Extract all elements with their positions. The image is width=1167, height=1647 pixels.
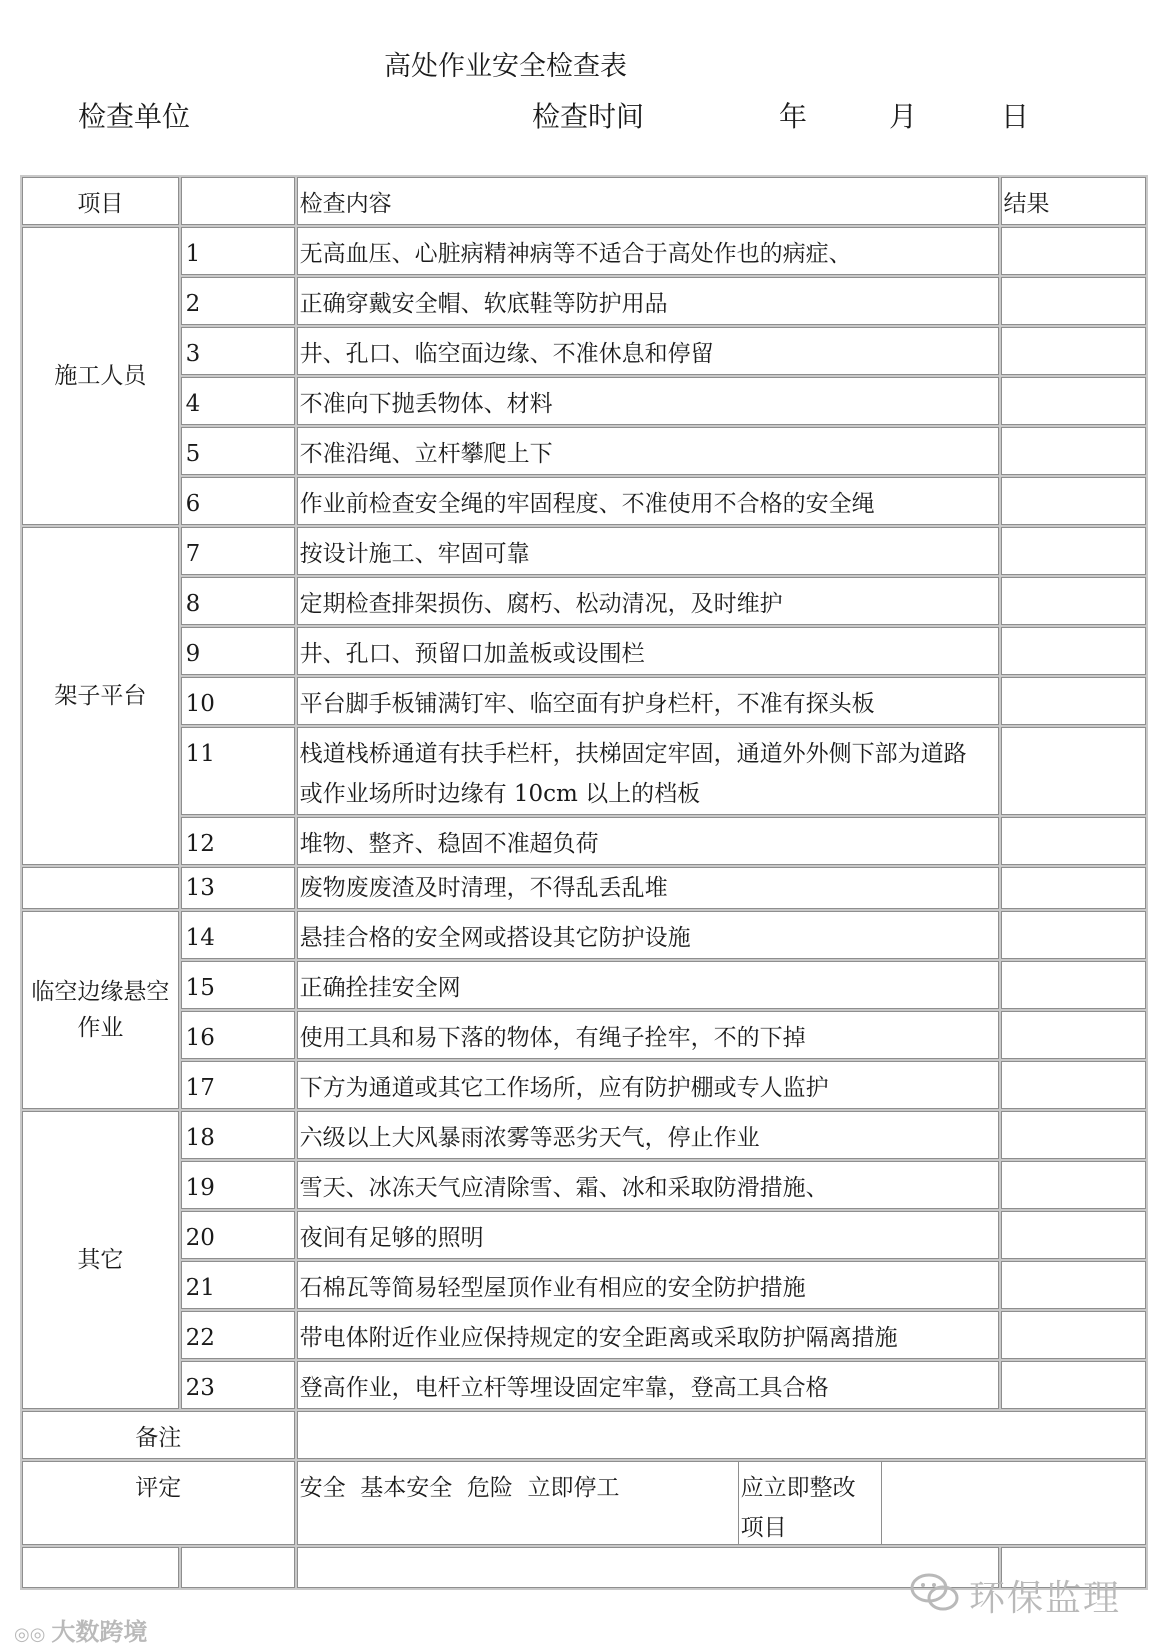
result-cell[interactable]	[1001, 867, 1147, 909]
row-content: 正确拴挂安全网	[297, 961, 999, 1009]
inspection-unit-label: 检查单位	[78, 100, 191, 133]
row-content: 夜间有足够的照明	[297, 1211, 999, 1259]
row-content: 石棉瓦等简易轻型屋顶作业有相应的安全防护措施	[297, 1261, 999, 1309]
row-number: 20	[181, 1211, 295, 1259]
bigdata-watermark-text: 大数跨境	[51, 1618, 148, 1646]
row-number: 17	[181, 1061, 295, 1109]
table-row	[22, 1311, 1146, 1359]
wechat-watermark	[969, 1570, 1121, 1621]
row-number: 4	[181, 377, 295, 425]
result-cell[interactable]	[1001, 227, 1147, 275]
year-label: 年	[779, 100, 808, 133]
month-label: 月	[889, 100, 918, 133]
table-row	[22, 1061, 1146, 1109]
row-number: 6	[181, 477, 295, 525]
row-number: 10	[181, 677, 295, 725]
result-cell[interactable]	[1001, 727, 1147, 815]
row-content: 正确穿戴安全帽、软底鞋等防护用品	[297, 277, 999, 325]
blank-cell	[181, 1547, 295, 1588]
row-number: 16	[181, 1011, 295, 1059]
row-number: 13	[181, 867, 295, 909]
rating-label: 评定	[22, 1461, 295, 1545]
row-content: 按设计施工、牢固可靠	[297, 527, 999, 575]
remarks-label: 备注	[22, 1411, 295, 1459]
row-content-line2: 或作业场所时边缘有 10cm 以上的档板	[299, 781, 701, 807]
wechat-watermark-text: 环保监理	[968, 1578, 1121, 1619]
row-content: 带电体附近作业应保持规定的安全距离或采取防护隔离措施	[297, 1311, 999, 1359]
table-row	[22, 1211, 1146, 1259]
rating-options[interactable]: 安全 基本安全 危险 立即停工	[299, 1475, 620, 1501]
row-content: 悬挂合格的安全网或搭设其它防护设施	[297, 911, 999, 959]
table-row	[22, 727, 1146, 815]
category-edge-work	[22, 911, 179, 1109]
row-number: 8	[181, 577, 295, 625]
row-number: 21	[181, 1261, 295, 1309]
row-number: 15	[181, 961, 295, 1009]
row-number: 12	[181, 817, 295, 865]
row-content: 使用工具和易下落的物体，有绳子拴牢，不的下掉	[297, 1011, 999, 1059]
result-cell[interactable]	[1001, 1361, 1147, 1409]
row-content: 井、孔口、预留口加盖板或设围栏	[297, 627, 999, 675]
row-content: 无高血压、心脏病精神病等不适合于高处作也的病症、	[297, 227, 999, 275]
row-content: 废物废废渣及时清理，不得乱丢乱堆	[297, 867, 999, 909]
row-content: 堆物、整齐、稳固不准超负荷	[297, 817, 999, 865]
row-content: 登高作业，电杆立杆等埋设固定牢靠，登高工具合格	[297, 1361, 999, 1409]
result-cell[interactable]	[1001, 1011, 1147, 1059]
table-row	[22, 961, 1146, 1009]
table-row	[22, 1111, 1146, 1159]
col-item-header: 项目	[22, 177, 179, 225]
remarks-row	[22, 1411, 1146, 1459]
rectify-label-line1: 应立即整改	[740, 1475, 856, 1501]
table-header-row	[22, 177, 1146, 225]
category-empty	[22, 867, 179, 909]
table-row	[22, 1261, 1146, 1309]
row-number: 14	[181, 911, 295, 959]
table-row	[22, 817, 1146, 865]
table-row	[22, 577, 1146, 625]
category-personnel: 施工人员	[22, 227, 179, 525]
result-cell[interactable]	[1001, 1311, 1147, 1359]
table-row	[22, 377, 1146, 425]
col-content-header: 检查内容	[297, 177, 999, 225]
wechat-icon	[909, 1572, 961, 1614]
row-content: 不准沿绳、立杆攀爬上下	[297, 427, 999, 475]
row-number: 11	[181, 727, 295, 815]
table-row	[22, 227, 1146, 275]
blank-cell	[22, 1547, 179, 1588]
result-cell[interactable]	[1001, 677, 1147, 725]
result-cell[interactable]	[1001, 427, 1147, 475]
row-number: 18	[181, 1111, 295, 1159]
checklist-table	[20, 175, 1148, 1590]
table-row	[22, 427, 1146, 475]
table-row	[22, 627, 1146, 675]
rating-cell	[297, 1461, 1146, 1545]
row-content: 平台脚手板铺满钉牢、临空面有护身栏杆，不准有探头板	[297, 677, 999, 725]
row-content: 不准向下抛丢物体、材料	[297, 377, 999, 425]
row-content: 下方为通道或其它工作场所，应有防护棚或专人监护	[297, 1061, 999, 1109]
row-number: 22	[181, 1311, 295, 1359]
row-number: 23	[181, 1361, 295, 1409]
row-content: 井、孔口、临空面边缘、不准休息和停留	[297, 327, 999, 375]
result-cell[interactable]	[1001, 911, 1147, 959]
table-row	[22, 867, 1146, 909]
category-platform: 架子平台	[22, 527, 179, 865]
table-row	[22, 477, 1146, 525]
blank-cell	[297, 1547, 999, 1588]
row-number: 2	[181, 277, 295, 325]
row-number: 5	[181, 427, 295, 475]
document-title: 高处作业安全检查表	[384, 51, 627, 82]
col-result-header: 结果	[1001, 177, 1147, 225]
table-row	[22, 277, 1146, 325]
inspection-time-label: 检查时间	[532, 100, 645, 133]
bigdata-logo-icon: ◎◎	[14, 1624, 46, 1645]
row-content-line1: 栈道栈桥通道有扶手栏杆，扶梯固定牢固，通道外外侧下部为道路	[299, 741, 967, 767]
table-row	[22, 911, 1146, 959]
row-content	[297, 727, 999, 815]
bigdata-watermark	[14, 1612, 147, 1647]
row-content: 定期检查排架损伤、腐朽、松动清况，及时维护	[297, 577, 999, 625]
result-cell[interactable]	[1001, 1061, 1147, 1109]
result-cell[interactable]	[1001, 817, 1147, 865]
category-edge-line2: 作业	[77, 1015, 124, 1041]
rectify-items-label	[738, 1462, 882, 1544]
result-cell[interactable]	[1001, 1211, 1147, 1259]
table-row	[22, 527, 1146, 575]
remarks-field[interactable]	[297, 1411, 1146, 1459]
row-number: 7	[181, 527, 295, 575]
result-cell[interactable]	[1001, 1261, 1147, 1309]
rating-row	[22, 1461, 1146, 1545]
result-cell[interactable]	[1001, 327, 1147, 375]
result-cell[interactable]	[1001, 527, 1147, 575]
result-cell[interactable]	[1001, 1161, 1147, 1209]
col-number-header	[181, 177, 295, 225]
row-number: 9	[181, 627, 295, 675]
row-number: 19	[181, 1161, 295, 1209]
rectify-label-line2: 项目	[740, 1515, 787, 1541]
result-cell[interactable]	[1001, 961, 1147, 1009]
result-cell[interactable]	[1001, 377, 1147, 425]
row-content: 雪天、冰冻天气应清除雪、霜、冰和采取防滑措施、	[297, 1161, 999, 1209]
result-cell[interactable]	[1001, 1111, 1147, 1159]
category-other: 其它	[22, 1111, 179, 1409]
result-cell[interactable]	[1001, 277, 1147, 325]
table-row	[22, 1011, 1146, 1059]
result-cell[interactable]	[1001, 477, 1147, 525]
table-row	[22, 1161, 1146, 1209]
row-number: 1	[181, 227, 295, 275]
table-row	[22, 677, 1146, 725]
result-cell[interactable]	[1001, 577, 1147, 625]
table-row	[22, 1361, 1146, 1409]
category-edge-line1: 临空边缘悬空	[31, 979, 170, 1005]
row-number: 3	[181, 327, 295, 375]
row-content: 六级以上大风暴雨浓雾等恶劣天气，停止作业	[297, 1111, 999, 1159]
rectify-items-field[interactable]	[882, 1462, 1145, 1544]
day-label: 日	[1001, 100, 1030, 133]
table-row	[22, 327, 1146, 375]
result-cell[interactable]	[1001, 627, 1147, 675]
row-content: 作业前检查安全绳的牢固程度、不准使用不合格的安全绳	[297, 477, 999, 525]
